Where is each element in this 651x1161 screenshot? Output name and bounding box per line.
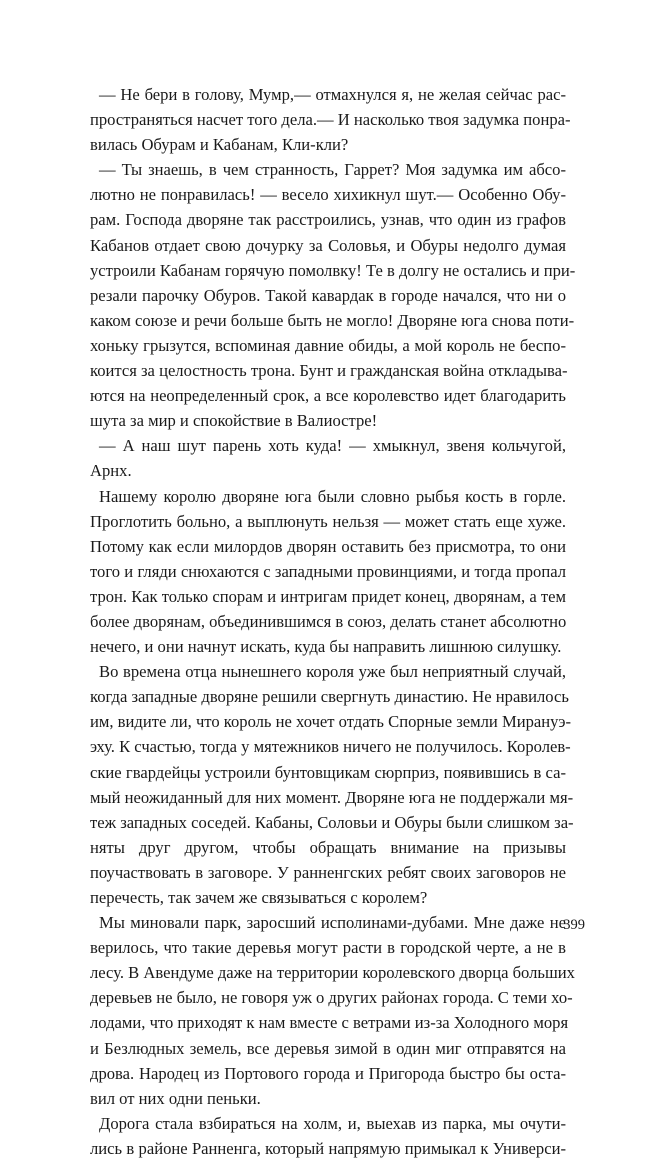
text-line: лодами, что приходят к нам вместе с ветрами из-за Холодного моря: [90, 1013, 569, 1033]
text-line: Кабанов отдает свою дочурку за Соловья, и Обуры недолго думая: [90, 235, 566, 255]
text-line: поучаствовать в заговоре. У ранненгских ребят своих заговоров не: [90, 862, 566, 882]
text-line: Арнх.: [90, 461, 132, 481]
text-line: Потому как если милордов дворян оставить без присмотра, то они: [90, 536, 566, 556]
text-line: — Ты знаешь, в чем странность, Гаррет? Моя задумка им абсо-: [99, 160, 566, 180]
text-line: вилась Обурам и Кабанам, Кли-кли?: [90, 135, 349, 155]
text-line: — Не бери в голову, Мумр,— отмахнулся я, не желая сейчас рас-: [99, 85, 566, 104]
text-line: хоньку грызутся, вспоминая давние обиды, а мой король не беспо-: [90, 335, 566, 355]
text-line: рам. Господа дворяне так расстроились, узнав, что один из графов: [90, 210, 566, 230]
text-line: лютно не понравилась! — весело хихикнул шут.— Особенно Обу-: [90, 185, 566, 205]
text-line: теж западных соседей. Кабаны, Соловьи и Обуры были слишком за-: [90, 812, 574, 832]
text-line: коится за целостность трона. Бунт и гражданская война откладыва-: [90, 361, 568, 381]
text-line: лись в районе Ранненга, который напрямую примыкал к Универси-: [90, 1138, 566, 1158]
text-line: каком союзе и речи больше быть не могло! Дворяне юга снова поти-: [90, 310, 575, 330]
text-line: Во времена отца нынешнего короля уже был неприятный случай,: [99, 662, 566, 682]
text-line: вил от них одни пеньки.: [90, 1088, 261, 1108]
text-line: шута за мир и спокойствие в Валиостре!: [90, 411, 378, 431]
text-line: дрова. Народец из Портового города и Пригорода быстро бы оста-: [90, 1063, 566, 1083]
page-number: 399: [563, 917, 585, 933]
text-line: Проглотить больно, а выплюнуть нельзя — может стать еще хуже.: [90, 511, 566, 531]
text-line: эху. К счастью, тогда у мятежников ничего не получилось. Королев-: [90, 737, 571, 757]
text-line: Дорога стала взбираться на холм, и, выехав из парка, мы очути-: [99, 1113, 566, 1133]
text-line: когда западные дворяне решили свергнуть династию. Не нравилось: [90, 687, 569, 707]
text-line: Нашему королю дворяне юга были словно рыбья кость в горле.: [99, 486, 566, 506]
text-line: трон. Как только спорам и интригам придет конец, дворянам, а тем: [90, 586, 566, 606]
text-line: устроили Кабанам горячую помолвку! Те в долгу не остались и при-: [90, 260, 576, 280]
text-line: резали парочку Обуров. Такой кавардак в городе начался, что ни о: [90, 285, 566, 305]
text-line: ются на неопределенный срок, а все королевство идет благодарить: [90, 386, 566, 406]
text-line: перечесть, так зачем же связываться с королем?: [90, 888, 428, 907]
text-line: няты друг другом, чтобы обращать внимание на призывы: [90, 837, 566, 857]
text-line: и Безлюдных земель, все деревья зимой в один миг отправятся на: [90, 1038, 566, 1058]
text-line: деревьев не было, не говоря уж о других районах города. С теми хо-: [90, 988, 573, 1008]
text-line: более дворянам, объединившимся в союз, делать станет абсолютно: [90, 611, 567, 631]
text-line: мый неожиданный для них момент. Дворяне юга не поддержали мя-: [90, 787, 574, 807]
text-line: нечего, и они начнут искать, куда бы направить лишнюю силушку.: [90, 637, 562, 657]
text-line: верилось, что такие деревья могут расти в городской черте, а не в: [90, 938, 566, 958]
text-line: лесу. В Авендуме даже на территории королевского дворца больших: [90, 963, 575, 983]
text-line: пространяться насчет того дела.— И насколько твоя задумка понра-: [90, 110, 571, 130]
text-line: — А наш шут парень хоть куда! — хмыкнул, звеня кольчугой,: [99, 436, 566, 456]
text-line: ские гвардейцы устроили бунтовщикам сюрприз, появившись в са-: [90, 762, 566, 782]
text-line: Мы миновали парк, заросший исполинами-дубами. Мне даже не: [99, 913, 566, 933]
text-line: того и гляди снюхаются с западными провинциями, и тогда пропал: [90, 561, 566, 581]
text-line: им, видите ли, что король не хочет отдать Спорные земли Мирануэ-: [90, 712, 572, 732]
